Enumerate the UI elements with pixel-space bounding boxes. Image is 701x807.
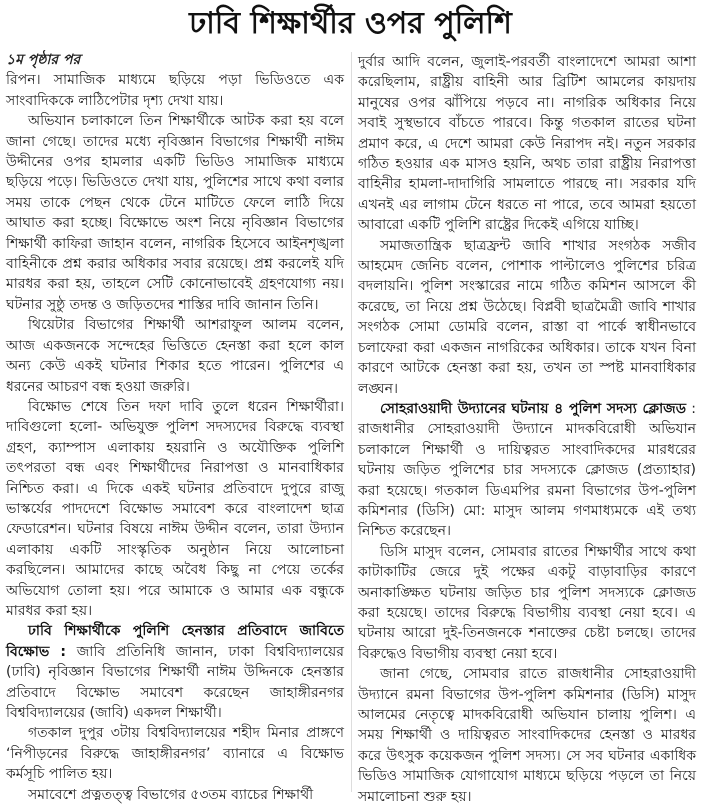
left-column [6, 50, 344, 805]
subhead: ঢাবি শিক্ষার্থীকে পুলিশি হেনস্তার প্রতিবাদে জাবিতে বিক্ষোভ : [6, 623, 344, 660]
paragraph: অভিযান চলাকালে তিন শিক্ষার্থীকে আটক করা হয় বলে জানা গেছে। তাদের মধ্যে নৃবিজ্ঞান বিভাগের শিক্ষার্থী নাঈম উদ্দীনের ওপর হামলার একটি ভিডিও সামাজিক মাধ্যমে ছড়িয়ে পড়ে। ভিডিওতে দেখা যায়, পুলিশের সাথে কথা বলার সময় তাকে পেছন থেকে টেনে মাটিতে ফেলে লাঠি দিয়ে আঘাত করা হচ্ছে। বিক্ষোভে অংশ নিয়ে নৃবিজ্ঞান বিভাগের শিক্ষার্থী কাফিরা জাহান বলেন, নাগরিক হিসেবে আইনশৃঙ্খলা বাহিনীকে প্রশ্ন করার অধিকার সবার রয়েছে। প্রশ্ন করলেই যদি মারধর করা হয়, তাহলে সেটি কোনোভাবেই গ্রহণযোগ্য নয়। ঘটনার সুষ্ঠু তদন্ত ও জড়িতদের শাস্তির দাবি জানান তিনি। [6, 113, 344, 313]
paragraph: রিপন। সামাজিক মাধ্যমে ছড়িয়ে পড়া ভিডিওতে এক সাংবাদিককে লাঠিপেটার দৃশ্য দেখা যায়। [6, 72, 344, 109]
paragraph-with-subhead [6, 621, 344, 723]
paragraph: সমাজতান্ত্রিক ছাত্রফ্রন্ট জাবি শাখার সংগঠক সজীব আহমেদ জেনিচ বলেন, পোশাক পাল্টালেও পুলিশের চরিত্র বদলায়নি। পুলিশ সংস্কারের নামে গঠিত কমিশন আসলে কী করেছে, তা নিয়ে প্রশ্ন উঠেছে। বিপ্লবী ছাত্রমৈত্রী জাবি শাখার সংগঠক সোমা ডোমরি বলেন, রাস্তা বা পার্কে স্বাধীনভাবে চলাফেরা করা একজন নাগরিকের অধিকার। তাকে যখন বিনা কারণে আটকে হেনস্তা করা হয়, তখন তা স্পষ্ট মানবাধিকার লঙ্ঘন। [358, 237, 696, 397]
paragraph: থিয়েটার বিভাগের শিক্ষার্থী আশরাফুল আলম বলেন, আজ একজনকে সন্দেহের ভিত্তিতে হেনস্তা করা হলে কাল অন্য কেউ একই ঘটনার শিকার হতে পারেন। পুলিশের এ ধরনের আচরণ বন্ধ হওয়া জরুরি। [6, 317, 344, 395]
paragraph: গতকাল দুপুর ৩টায় বিশ্ববিদ্যালয়ের শহীদ মিনার প্রাঙ্গণে ‘নিপীড়নের বিরুদ্ধে জাহাঙ্গীরনগর’ ব্যানারে এ বিক্ষোভ কর্মসূচি পালিত হয়। [6, 725, 344, 783]
headline: ঢাবি শিক্ষার্থীর ওপর পুলিশি [189, 6, 512, 41]
paragraph-with-subhead [358, 399, 696, 542]
paragraph: জানা গেছে, সোমবার রাতে রাজধানীর সোহরাওয়াদী উদ্যানে রমনা বিভাগের উপ-পুলিশ কমিশনার (ডিসি) মাসুদ আলমের নেতৃত্বে মাদকবিরোধী অভিযান চালায় পুলিশ। এ সময় শিক্ষার্থী ও দায়িত্বরত সাংবাদিকদের হেনস্তা ও মারধর করে উৎসুক কয়েকজন পুলিশ সদস্য। সে সব ঘটনার একাধিক ভিডিও সামাজিক যোগাযোগ মাধ্যমে ছড়িয়ে পড়লে তা নিয়ে সমালোচনা শুরু হয়। [358, 666, 696, 805]
subhead: সোহরাওয়াদী উদ্যানের ঘটনায় ৪ পুলিশ সদস্য ক্লোজড [380, 400, 686, 417]
column-divider [351, 52, 352, 792]
paragraph: দুর্বার আদি বলেন, জুলাই-পরবর্তী বাংলাদেশে আমরা আশা করেছিলাম, রাষ্ট্রীয় বাহিনী আর ব্রিটিশ আমলের কায়দায় মানুষের ওপর ঝাঁপিয়ে পড়বে না। নাগরিক অধিকার নিয়ে সবাই সুস্থভাবে বাঁচতে পারবে। কিন্তু গতকাল রাতের ঘটনা প্রমাণ করে, এ দেশে আমরা কেউ নিরাপদ নই। নতুন সরকার গঠিত হওয়ার এক মাসও হয়নি, অথচ তারা রাষ্ট্রীয় নিরাপত্তা বাহিনীর হামলা-দাদাগিরি সামলাতে পারছে না। সরকার যদি এখনই এর লাগাম টেনে ধরতে না পারে, তবে আমরা হয়তো আবারো একটি পুলিশি রাষ্ট্রের দিকেই এগিয়ে যাচ্ছি। [358, 54, 696, 234]
right-column [358, 52, 696, 807]
paragraph: বিক্ষোভ শেষে তিন দফা দাবি তুলে ধরেন শিক্ষার্থীরা। দাবিগুলো হলো- অভিযুক্ত পুলিশ সদস্যদের বিরুদ্ধে ব্যবস্থা গ্রহণ, ক্যাম্পাস এলাকায় হয়রানি ও অযৌক্তিক পুলিশি তৎপরতা বন্ধ এবং শিক্ষার্থীদের নিরাপত্তা ও মানবাধিকার নিশ্চিত করা। এ দিকে একই ঘটনার প্রতিবাদে দুপুরে রাজু ভাস্কর্যের পাদদেশে বিক্ষোভ সমাবেশ করে বাংলাদেশ ছাত্র ফেডারেশন। ঘটনার বিষয়ে নাঈম উদ্দীন বলেন, তারা উদ্যান এলাকায় একটি সাংস্কৃতিক অনুষ্ঠান নিয়ে আলোচনা করছিলেন। আমাদের কাছে অবৈধ কিছু না পেয়ে তর্কের অভিযোগ তোলা হয়। পরে আমাকে ও আমার এক বন্ধুকে মারধর করা হয়। [6, 398, 344, 619]
paragraph-text: জাবি প্রতিনিধি জানান, ঢাকা বিশ্ববিদ্যালয়ের (ঢাবি) নৃবিজ্ঞান বিভাগের শিক্ষার্থী নাঈম উদ্দিনকে হেনস্তার প্রতিবাদে বিক্ষোভ সমাবেশ করেছেন জাহাঙ্গীরনগর বিশ্ববিদ্যালয়ের (জাবি) একদল শিক্ষার্থী। [6, 643, 345, 721]
paragraph: ডিসি মাসুদ বলেন, সোমবার রাতের শিক্ষার্থীর সাথে কথা কাটাকাটির জেরে দুই পক্ষের একটু বাড়াবাড়ির কারণে অনাকাঙ্ক্ষিত ঘটনায় জড়িত চার পুলিশ সদস্যকে ক্লোজড করা হয়েছে। তাদের বিরুদ্ধে বিভাগীয় ব্যবস্থা নেয়া হবে। এ ঘটনায় আরো দুই-তিনজনকে শনাক্তের চেষ্টা চলছে। তাদের বিরুদ্ধেও বিভাগীয় ব্যবস্থা নেয়া হবে। [358, 543, 696, 662]
continued-from-kicker: ১ম পৃষ্ঠার পর [6, 52, 81, 68]
paragraph: সমাবেশে প্রত্নতত্ত্ব বিভাগের ৫৩তম ব্যাচের শিক্ষার্থী [28, 786, 314, 803]
paragraph-text: : রাজধানীর সোহরাওয়াদী উদ্যানে মাদকবিরোধী অভিযান চলাকালে শিক্ষার্থী ও দায়িত্বরত সাংবাদিকদের মারধরের ঘটনায় জড়িত পুলিশের চার সদস্যকে ক্লোজড (প্রত্যাহার) করা হয়েছে। গতকাল ডিএমপির রমনা বিভাগের উপ-পুলিশ কমিশনার (ডিসি) মো: মাসুদ আলম গণমাধ্যমকে এই তথ্য নিশ্চিত করেছেন। [358, 400, 696, 540]
